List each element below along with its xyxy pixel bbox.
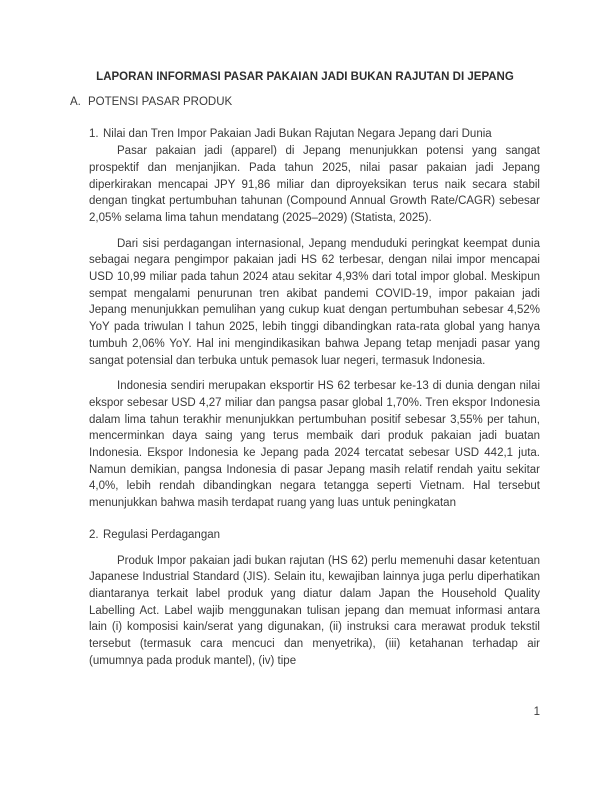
section-a-heading: POTENSI PASAR PRODUK [88, 95, 233, 108]
list-item-1 [89, 126, 540, 143]
paragraph-market-size: Pasar pakaian jadi (apparel) di Jepang menunjukkan potensi yang sangat prospektif dan menjanjikan. Pada tahun 2025, nilai pasar pakaian jadi Jepang diperkirakan mencapai JPY 91,86 miliar dan diproyeksikan terus naik secara stabil dengan tingkat pertumbuhan tahunan (Compound Annual Growth Rate/CAGR) sebesar 2,05% selama lima tahun mendatang (2025–2029) (Statista, 2025). [89, 145, 540, 224]
paragraph-import-trend: Dari sisi perdagangan internasional, Jepang menduduki peringkat keempat dunia sebagai negara pengimpor pakaian jadi HS 62 terbesar, dengan nilai impor mencapai USD 10,99 miliar pada tahun 2024 atau sekitar 4,93% dari total impor global. Meskipun sempat mengalami penurunan tren akibat pandemi COVID-19, impor pakaian jadi Jepang menunjukkan pemulihan yang cukup kuat dengan pertumbuhan sebesar 4,52% YoY pada triwulan I tahun 2025, lebih tinggi dibandingkan rata-rata global yang hanya tumbuh 2,06% YoY. Hal ini mengindikasikan bahwa Jepang tetap menjadi pasar yang sangat potensial dan terbuka untuk pemasok luar negeri, termasuk Indonesia. [89, 237, 540, 367]
list-item-2-marker: 2. [89, 528, 99, 541]
section-a-body [89, 126, 540, 669]
paragraph-indonesia-export: Indonesia sendiri merupakan eksportir HS 62 terbesar ke-13 di dunia dengan nilai ekspor sebesar USD 4,27 miliar dan pangsa pasar global 1,70%. Tren ekspor Indonesia dalam lima tahun terakhir menunjukkan pertumbuhan positif sebesar 3,55% per tahun, mencerminkan daya saing yang terus membaik dari produk pakaian jadi buatan Indonesia. Ekspor Indonesia ke Jepang pada 2024 tercatat sebesar USD 442,1 juta. Namun demikian, pangsa Indonesia di pasar Jepang masih relatif rendah yaitu sekitar 4,0%, lebih rendah dibandingkan negara tetangga seperti Vietnam. Hal tersebut menunjukkan bahwa masih terdapat ruang yang luas untuk peningkatan [89, 380, 540, 510]
list-item-1-label: Nilai dan Tren Impor Pakaian Jadi Bukan Rajutan Negara Jepang dari Dunia [103, 128, 492, 141]
page-number: 1 [533, 706, 540, 718]
report-title: LAPORAN INFORMASI PASAR PAKAIAN JADI BUKAN RAJUTAN DI JEPANG [96, 71, 514, 83]
list-item-2-label: Regulasi Perdagangan [103, 528, 221, 541]
section-a-marker: A. [70, 95, 81, 108]
section-a-heading-row [70, 94, 540, 111]
paragraph-regulation: Produk Impor pakaian jadi bukan rajutan (HS 62) perlu memenuhi dasar ketentuan Japanese Industrial Standard (JIS). Selain itu, kewajiban lainnya juga perlu diperhatikan diantaranya terkait label produk yang diatur dalam Japan the Household Quality Labelling Act. Label wajib menggunakan tulisan jepang dan memuat informasi antara lain (i) komposisi kain/serat yang digunakan, (ii) instruksi cara merawat produk tekstil tersebut (termasuk cara mencuci dan menyetrika), (iii) ketahanan terhadap air (umumnya pada produk mantel), (iv) tipe [89, 554, 540, 667]
list-item-1-marker: 1. [89, 128, 99, 141]
list-item-2 [89, 527, 540, 544]
